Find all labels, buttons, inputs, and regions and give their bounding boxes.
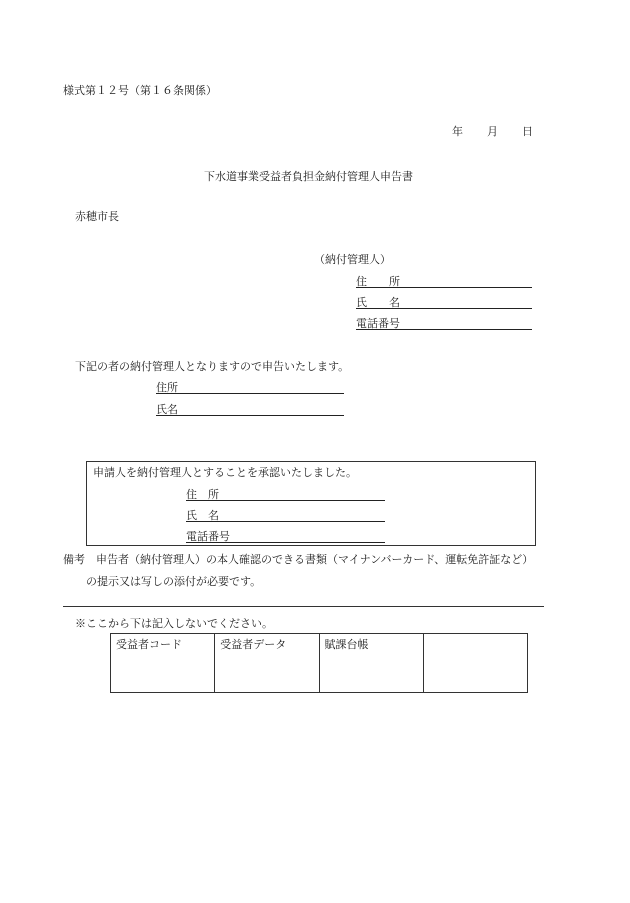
table-row [111,634,528,693]
subject-name-field[interactable] [156,415,344,416]
consent-address-field[interactable] [186,500,385,501]
date-year: 年 [452,125,463,138]
form-number: 様式第１２号（第１６条関係） [63,84,217,97]
consent-address-label: 住 所 [186,488,219,501]
subject-address-field[interactable] [156,393,344,394]
manager-address-label: 住 所 [356,275,400,288]
manager-name-field[interactable] [356,308,532,309]
declaration-text: 下記の者の納付管理人となりますので申告いたします。 [75,360,350,373]
subject-name-label: 氏名 [156,403,178,416]
consent-text: 申請人を納付管理人とすることを承認いたしました。 [93,466,357,479]
office-cell-levy-ledger: 賦課台帳 [319,634,423,693]
date-month: 月 [487,125,498,138]
office-use-table [110,633,528,693]
manager-phone-label: 電話番号 [356,317,400,330]
manager-address-field[interactable] [356,287,532,288]
consent-phone-field[interactable] [186,542,385,543]
manager-name-label: 氏 名 [356,296,400,309]
manager-phone-field[interactable] [356,329,532,330]
office-use-notice: ※ここから下は記入しないでください。 [75,617,273,630]
addressee: 赤穂市長 [75,210,119,223]
consent-name-label: 氏 名 [186,509,219,522]
document-title: 下水道事業受益者負担金納付管理人申告書 [204,170,413,183]
manager-heading: （納付管理人） [314,253,391,266]
office-use-divider [63,606,544,607]
consent-phone-label: 電話番号 [186,530,230,543]
remarks-line-2: の提示又は写しの添付が必要です。 [86,575,262,588]
office-cell-beneficiary-code: 受益者コード [111,634,215,693]
remarks-line-1: 備考 申告者（納付管理人）の本人確認のできる書類（マイナンバーカード、運転免許証など） [63,553,534,566]
office-cell-beneficiary-data: 受益者データ [215,634,319,693]
date-day: 日 [522,125,533,138]
office-cell-blank [423,634,527,693]
consent-name-field[interactable] [186,521,385,522]
subject-address-label: 住所 [156,381,178,394]
